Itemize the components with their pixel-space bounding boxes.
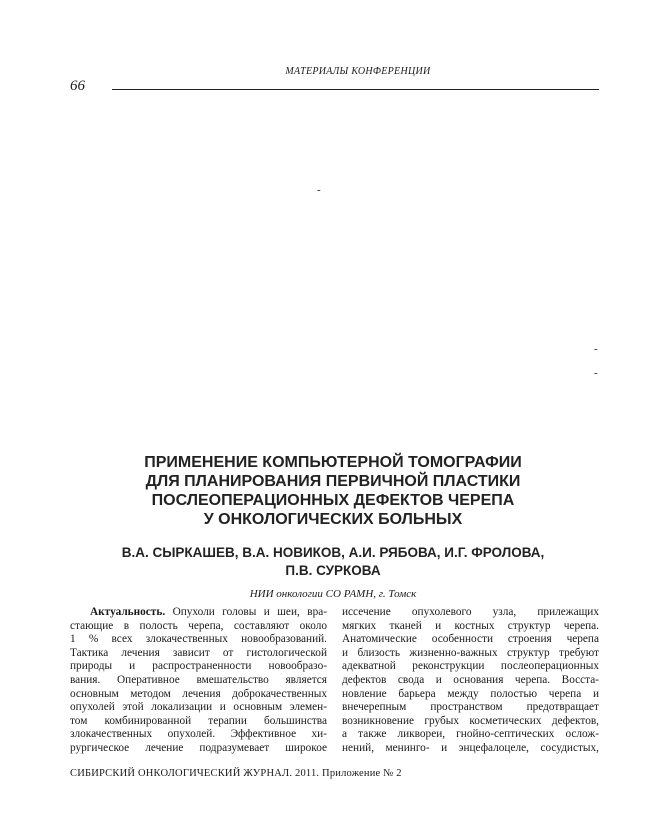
body-column-right	[342, 606, 599, 756]
body-line: основным методом лечения доброкачественных	[70, 687, 327, 700]
body-line: Тактика лечения зависит от гистологической	[70, 646, 327, 659]
body-line: рургическое лечение подразумевает широкое	[70, 741, 327, 754]
header-rule	[112, 89, 599, 90]
stray-mark: -	[317, 184, 321, 196]
body-line: возникновение грубых косметических дефектов,	[342, 714, 599, 727]
title-line: ПОСЛЕОПЕРАЦИОННЫХ ДЕФЕКТОВ ЧЕРЕПА	[151, 492, 515, 509]
body-line: нений, менинго- и энцефалоцеле, сосудистых,	[342, 741, 599, 754]
body-line: иссечение опухолевого узла, прилежащих	[342, 606, 599, 618]
body-line: опухолей этой локализации и основным элемен-	[70, 701, 327, 714]
article-title	[60, 453, 606, 529]
title-line: У ОНКОЛОГИЧЕСКИХ БОЛЬНЫХ	[203, 511, 463, 528]
title-line: ДЛЯ ПЛАНИРОВАНИЯ ПЕРВИЧНОЙ ПЛАСТИКИ	[145, 473, 521, 490]
title-line: ПРИМЕНЕНИЕ КОМПЬЮТЕРНОЙ ТОМОГРАФИИ	[144, 454, 522, 471]
body-column-left	[70, 606, 327, 756]
body-line: адекватной реконструкции послеоперационных	[342, 660, 599, 673]
body-line: дефектов свода и основания черепа. Восста-	[342, 673, 599, 686]
lead-in: Актуальность.	[90, 606, 166, 618]
body-line: новление барьера между полостью черепа и	[342, 687, 599, 700]
body-line	[70, 606, 327, 620]
journal-footer: СИБИРСКИЙ ОНКОЛОГИЧЕСКИЙ ЖУРНАЛ. 2011. Приложение № 2	[70, 768, 402, 779]
body-line: мягких тканей и костных структур черепа.	[342, 619, 599, 632]
author-line: В.А. СЫРКАШЕВ, В.А. НОВИКОВ, А.И. РЯБОВА, И.Г. ФРОЛОВА,	[121, 545, 545, 560]
running-head: МАТЕРИАЛЫ КОНФЕРЕНЦИИ	[285, 66, 431, 77]
body-line: природы и распространенности новообразо-	[70, 660, 327, 673]
body-line: вания. Оперативное вмешательство является	[70, 673, 327, 686]
body-line: а также ликвореи, гнойно-септических ослож-	[342, 728, 599, 741]
author-line: П.В. СУРКОВА	[285, 563, 381, 578]
body-line: злокачественных опухолей. Эффективное хи-	[70, 728, 327, 741]
body-line: Анатомические особенности строения черепа	[342, 633, 599, 646]
body-line: 1 % всех злокачественных новообразований.	[70, 633, 327, 646]
author-list	[60, 544, 606, 580]
affiliation: НИИ онкологии СО РАМН, г. Томск	[249, 588, 417, 600]
stray-mark: -	[594, 343, 598, 355]
body-line: том комбинированной терапии большинства	[70, 714, 327, 727]
stray-mark: -	[594, 367, 598, 379]
body-line: стающие в полость черепа, составляют около	[70, 619, 327, 632]
body-text: Опухоли головы и шеи, вра-	[165, 606, 327, 618]
body-line: и близость жизненно-важных структур требуют	[342, 646, 599, 659]
body-line: внечерепным пространством предотвращает	[342, 701, 599, 714]
page-number: 66	[70, 78, 85, 94]
